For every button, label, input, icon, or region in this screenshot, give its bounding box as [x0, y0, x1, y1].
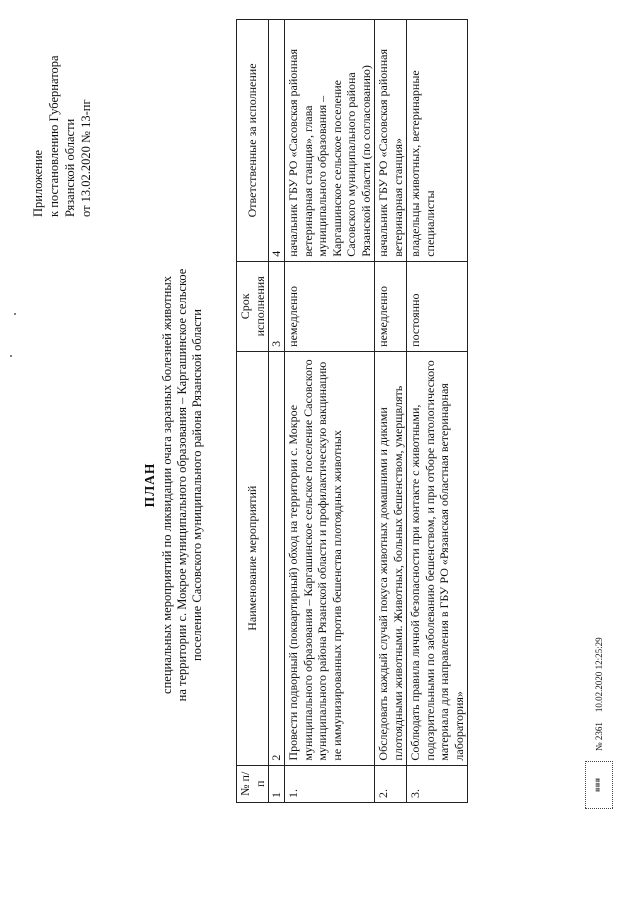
- scan-speck: [10, 355, 12, 357]
- plan-subtitle-line: на территории с. Мокрое муниципального образования – Каргашинское сельское: [175, 268, 189, 702]
- row-name: Соблюдать правила личной безопасности при контакте с животными, подозрительными по заболеванию бешенством, и при отборе патологического материала для направления в ГБУ РО «Рязанская областная ветеринарная лаборатория»: [407, 351, 468, 765]
- table-row: [407, 20, 468, 803]
- header-number: № п/п: [237, 765, 269, 802]
- plan-title: ПЛАН: [142, 462, 157, 508]
- appendix-line-decree: к постановлению Губернатора: [47, 55, 61, 217]
- header-term: Срок исполнения: [237, 261, 269, 351]
- table-row: [375, 20, 407, 803]
- registration-stamp: [585, 637, 613, 809]
- row-responsible: начальник ГБУ РО «Сасовская районная ветеринарная станция»: [375, 20, 407, 262]
- row-number: 2.: [375, 765, 407, 802]
- row-number: 3.: [407, 765, 468, 802]
- header-name: Наименование мероприятий: [237, 351, 269, 765]
- row-name: Обследовать каждый случай покуса животных домашними и дикими плотоядными животными. Животных, больных бешенством, умерщвлять: [375, 351, 407, 765]
- appendix-block: [30, 7, 94, 217]
- appendix-title: Приложение: [31, 149, 45, 217]
- table-row: [285, 20, 375, 803]
- row-responsible: начальник ГБУ РО «Сасовская районная ветеринарная станция», глава муниципального образования – Каргашинское сельское поселение Сасовского муниципального района Рязанской области (по согласованию): [285, 20, 375, 262]
- row-term: постоянно: [407, 261, 468, 351]
- header-responsible: Ответственные за исполнение: [237, 20, 269, 262]
- column-number: 2: [269, 351, 285, 765]
- plan-subtitle-line: поселение Сасовского муниципального района Рязанской области: [190, 309, 204, 661]
- registration-number: № 2361: [594, 722, 604, 751]
- scan-speck: [14, 313, 16, 315]
- table-header-row: [237, 20, 269, 803]
- row-term: немедленно: [285, 261, 375, 351]
- row-term: немедленно: [375, 261, 407, 351]
- column-number: 1: [269, 765, 285, 802]
- column-number: 3: [269, 261, 285, 351]
- registration-datetime: 10.02.2020 12:25:29: [594, 637, 604, 713]
- registration-seal-icon: ▦▦▦: [585, 761, 613, 809]
- column-number: 4: [269, 20, 285, 262]
- plan-subtitle: [160, 105, 205, 865]
- row-name: Провести подворный (поквартирный) обход на территории с. Мокрое муниципального образования – Каргашинское сельское поселение Сасовского муниципального района Рязанской области и профилактическую вакцинацию не иммунизированных против бешенства плотоядных животных: [285, 351, 375, 765]
- appendix-line-date: от 13.02.2020 № 13-пг: [79, 99, 93, 217]
- row-number: 1.: [285, 765, 375, 802]
- plan-table: [236, 19, 468, 803]
- plan-subtitle-line: специальных мероприятий по ликвидации очага заразных болезней животных: [160, 276, 174, 694]
- row-responsible: владельцы животных, ветеринарные специалисты: [407, 20, 468, 262]
- appendix-line-region: Рязанской области: [63, 118, 77, 217]
- table-column-numbers-row: [269, 20, 285, 803]
